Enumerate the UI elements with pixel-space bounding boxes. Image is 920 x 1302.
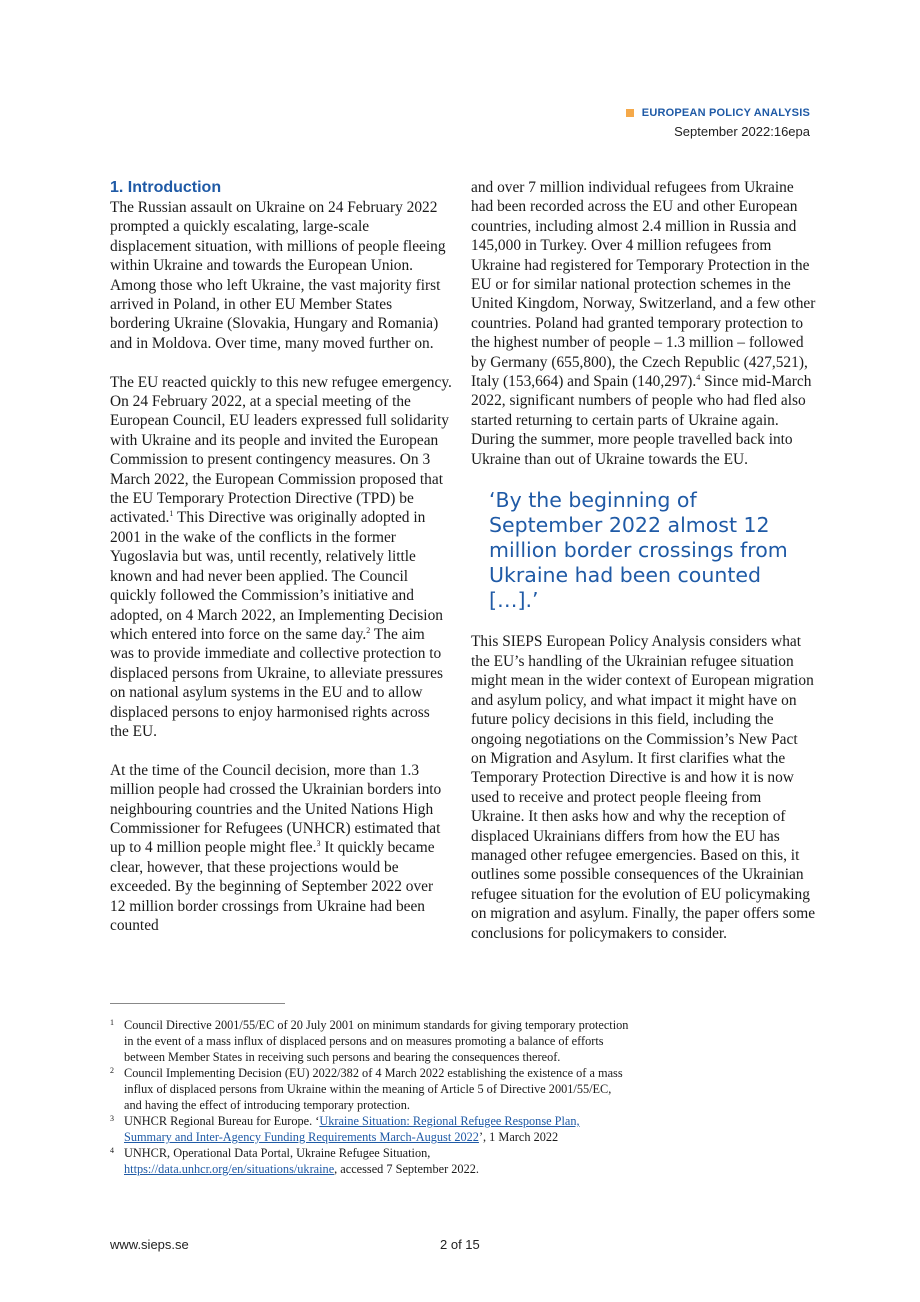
footnote-ref[interactable]: 4 <box>696 372 701 382</box>
footnote-ref[interactable]: 2 <box>366 625 371 635</box>
site-url[interactable]: www.sieps.se <box>110 1237 189 1252</box>
pull-quote: ‘By the beginning of September 2022 almost 12 million border crossings from Ukraine had been counted […].’ <box>489 488 788 613</box>
page-number: 2 of 15 <box>440 1237 480 1252</box>
paragraph: and over 7 million individual refugees from Ukraine had been recorded across the EU and other European countries, including almost 2.4 million in Russia and 145,000 in Turkey. Over 4 million refugees from Ukraine had registered for Temporary Protection in the EU or for similar national protection schemes in the United Kingdom, Norway, Switzerland, and a few other countries. Poland had granted temporary protection to the highest number of people – 1.3 million – followed by Germany (655,800), the Czech Republic (427,521), Italy (153,664) and Spain (140,297).$^4$ Since mid-March 2022, significant numbers of people who had fled also started returning to certain parts of Ukraine again. During the summer, more people travelled back into Ukraine than out of Ukraine towards the EU. <box>471 179 816 468</box>
footnote-text: Council Implementing Decision (EU) 2022/382 of 4 March 2022 establishing the existence of a mass influx of displaced persons from Ukraine within the meaning of Article 5 of Directive 2001/55/EC, and having the effect of introducing temporary protection. <box>124 1066 623 1112</box>
footnote-divider <box>110 1003 285 1004</box>
footnote-text: Council Directive 2001/55/EC of 20 July 2001 on minimum standards for giving temporary protection in the event of a mass influx of displaced persons and on measures promoting a balance of efforts between Member States in receiving such persons and bearing the consequences thereof. <box>124 1018 629 1064</box>
issue-label: September 2022:16epa <box>674 124 810 139</box>
series-title: EUROPEAN POLICY ANALYSIS <box>641 107 810 119</box>
paragraph: The EU reacted quickly to this new refugee emergency. On 24 February 2022, at a special meeting of the European Council, EU leaders expressed full solidarity with Ukraine and its people and invited the European Commission to present contingency measures. On 3 March 2022, the European Commission proposed that the EU Temporary Protection Directive (TPD) be activated.$^1$ This Directive was originally adopted in 2001 in the wake of the conflicts in the former Yugoslavia but was, until recently, relatively little known and had never been applied. The Council quickly followed the Commission’s initiative and adopted, on 4 March 2022, an Implementing Decision which entered into force on the same day.$^2$ The aim was to provide immediate and collective protection to displaced persons from Ukraine, to alleviate pressures on national asylum systems in the EU and to allow displaced persons to enjoy harmonised rights across the EU. <box>110 373 452 740</box>
series-label <box>626 107 810 119</box>
footnote-3: 3 UNHCR Regional Bureau for Europe. ‘Ukraine Situation: Regional Refugee Response Plan, Summary and Inter-Agency Funding Requirements March-August 2022’, 1 March 2022 <box>110 1113 630 1145</box>
footnote-1 <box>110 1017 630 1065</box>
footnote-number: 3 <box>110 1114 114 1123</box>
left-column <box>110 178 452 955</box>
paragraph: At the time of the Council decision, more than 1.3 million people had crossed the Ukrainian borders into neighbouring countries and the United Nations High Commissioner for Refugees (UNHCR) estimated that up to 4 million people might flee.$^3$ It quickly became clear, however, that these projections would be exceeded. By the beginning of September 2022 over 12 million border crossings from Ukraine had been counted <box>110 761 442 934</box>
report-link[interactable]: Ukraine Situation: Regional Refugee Response Plan, Summary and Inter-Agency Funding Requirements March-August 2022 <box>124 1114 580 1144</box>
right-column <box>471 178 816 962</box>
accent-square-icon <box>626 109 634 117</box>
footnote-ref[interactable]: 3 <box>316 839 321 849</box>
paragraph: The Russian assault on Ukraine on 24 February 2022 prompted a quickly escalating, large-scale displacement situation, with millions of people fleeing within Ukraine and towards the European Union. Among those who left Ukraine, the vast majority first arrived in Poland, in other EU Member States bordering Ukraine (Slovakia, Hungary and Romania) and in Moldova. Over time, many moved further on. <box>110 199 446 352</box>
footnote-ref[interactable]: 1 <box>169 509 174 519</box>
paragraph: This SIEPS European Policy Analysis considers what the EU’s handling of the Ukrainian refugee situation might mean in the wider context of European migration and asylum policy, and what impact it might have on future policy decisions in this field, including the ongoing negotiations on the Commission’s New Pact on Migration and Asylum. It first clarifies what the Temporary Protection Directive is and how it is now used to receive and protect people fleeing from Ukraine. It then asks how and why the reception of displaced Ukrainians differs from how the EU has managed other refugee emergencies. Based on this, it outlines some possible consequences of the Ukrainian refugee situation for the evolution of EU policymaking on migration and asylum. Finally, the paper offers some conclusions for policymakers to consider. <box>471 633 816 942</box>
footnotes <box>110 1017 630 1177</box>
footnote-2 <box>110 1065 630 1113</box>
running-header <box>626 107 810 139</box>
footnote-number: 4 <box>110 1146 114 1155</box>
footnote-number: 1 <box>110 1018 114 1027</box>
footnote-4: 4 UNHCR, Operational Data Portal, Ukraine Refugee Situation, https://data.unhcr.org/en/situations/ukraine, accessed 7 September 2022. <box>110 1145 630 1177</box>
section-heading: 1. Introduction <box>110 179 222 196</box>
footnote-number: 2 <box>110 1066 114 1075</box>
data-portal-link[interactable]: https://data.unhcr.org/en/situations/ukraine <box>124 1162 335 1176</box>
